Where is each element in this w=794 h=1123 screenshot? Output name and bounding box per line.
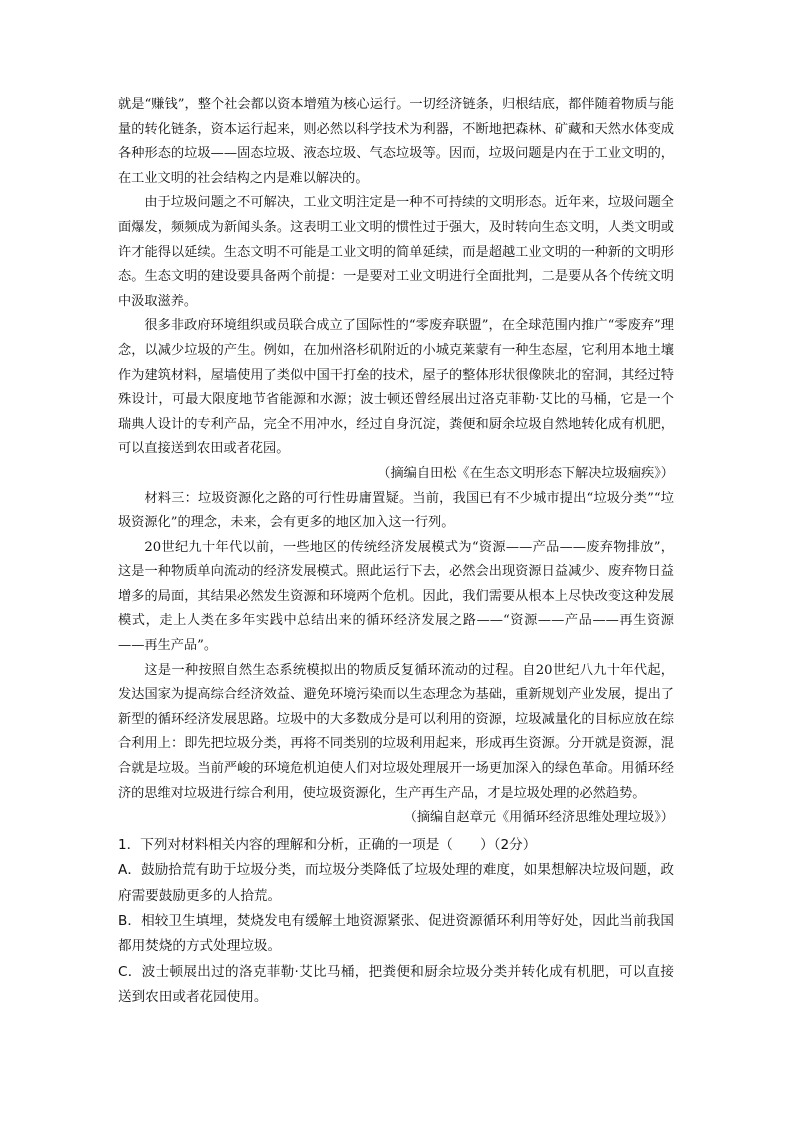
question-block bbox=[118, 833, 674, 1011]
option-c: C．波士顿展出过的洛克菲勒·艾比马桶，把粪便和厨余垃圾分类并转化成有机肥，可以直接送到农田或者花园使用。 bbox=[118, 963, 674, 1006]
paragraph-zero-waste: 很多非政府环境组织或员联合成立了国际性的“零废弃联盟”，在全球范围内推广“零废弃”理念，以减少垃圾的产生。例如，在加州洛杉矶附近的小城克莱蒙有一种生态屋，它利用本地土壤作为建筑材料，屋墙使用了类似中国干打垒的技术，屋子的整体形状很像陕北的窑洞，其经过特殊设计，可最大限度地节省能源和水源；波士顿还曾经展出过洛克菲勒·艾比的马桶，它是一个瑞典人设计的专利产品，完全不用冲水，经过自身沉淀，粪便和厨余垃圾自然地转化成有机肥，可以直接送到农田或者花园。 bbox=[118, 318, 674, 457]
source-citation-zhao-zhangyuan: （摘编自赵章元《用循环经济思维处理垃圾》） bbox=[403, 810, 674, 826]
option-a: A．鼓励拾荒有助于垃圾分类，而垃圾分类降低了垃圾处理的难度，如果想解决垃圾问题，政府需要鼓励更多的人拾荒。 bbox=[118, 862, 674, 904]
paragraph-ecological-civilization: 由于垃圾问题之不可解决，工业文明注定是一种不可持续的文明形态。近年来，垃圾问题全面爆发，频频成为新闻头条。这表明工业文明的惯性过于强大，及时转向生态文明，人类文明或许才能得以延续。生态文明不可能是工业文明的简单延续，而是超越工业文明的一种新的文明形态。生态文明的建设要具备两个前提：一是要对工业文明进行全面批判，二是要从各个传统文明中汲取滋养。 bbox=[118, 195, 674, 309]
paragraph-traditional-model: 20世纪九十年代以前，一些地区的传统经济发展模式为“资源——产品——废弃物排放”，这是一种物质单向流动的经济发展模式。照此运行下去，必然会出现资源日益减少、废弃物日益增多的局面，其结果必然发生资源和环境两个危机。因此，我们需要从根本上尽快改变这种发展模式，走上人类在多年实践中总结出来的循环经济发展之路——“资源——产品——再生资源——再生产品”。 bbox=[118, 539, 674, 654]
paragraph-capital-garbage: 就是“赚钱”，整个社会都以资本增殖为核心运行。一切经济链条，归根结底，都伴随着物质与能量的转化链条，资本运行起来，则必然以科学技术为利器，不断地把森林、矿藏和天然水体变成各种形态的垃圾——固态垃圾、液态垃圾、气态垃圾等。因而，垃圾问题是内在于工业文明的，在工业文明的社会结构之内是难以解决的。 bbox=[118, 97, 674, 186]
option-b: B．相较卫生填埋，焚烧发电有缓解土地资源紧张、促进资源循环利用等好处，因此当前我国都用焚烧的方式处理垃圾。 bbox=[118, 913, 674, 955]
paragraph-circular-economy: 这是一种按照自然生态系统模拟出的物质反复循环流动的过程。自20世纪八九十年代起，发达国家为提高综合经济效益、避免环境污染而以生态理念为基础，重新规划产业发展，提出了新型的循环经济发展思路。垃圾中的大多数成分是可以利用的资源，垃圾减量化的目标应放在综合利用上：即先把垃圾分类，再将不同类别的垃圾利用起来，形成再生资源。分开就是资源，混合就是垃圾。当前严峻的环境危机迫使人们对垃圾处理展开一场更加深入的绿色革命。用循环经济的思维对垃圾进行综合利用，使垃圾资源化，生产再生产品，才是垃圾处理的必然趋势。 bbox=[118, 662, 674, 801]
question-stem: 1．下列对材料相关内容的理解和分析，正确的一项是（ ）（2分） bbox=[118, 836, 537, 853]
source-citation-tian-song: （摘编自田松《在生态文明形态下解决垃圾痼疾》） bbox=[377, 465, 674, 481]
paragraph-material-three: 材料三：垃圾资源化之路的可行性毋庸置疑。当前，我国已有不少城市提出“垃圾分类”“垃圾资源化”的理念，未来，会有更多的地区加入这一行列。 bbox=[118, 490, 674, 531]
document-body bbox=[118, 93, 674, 1011]
